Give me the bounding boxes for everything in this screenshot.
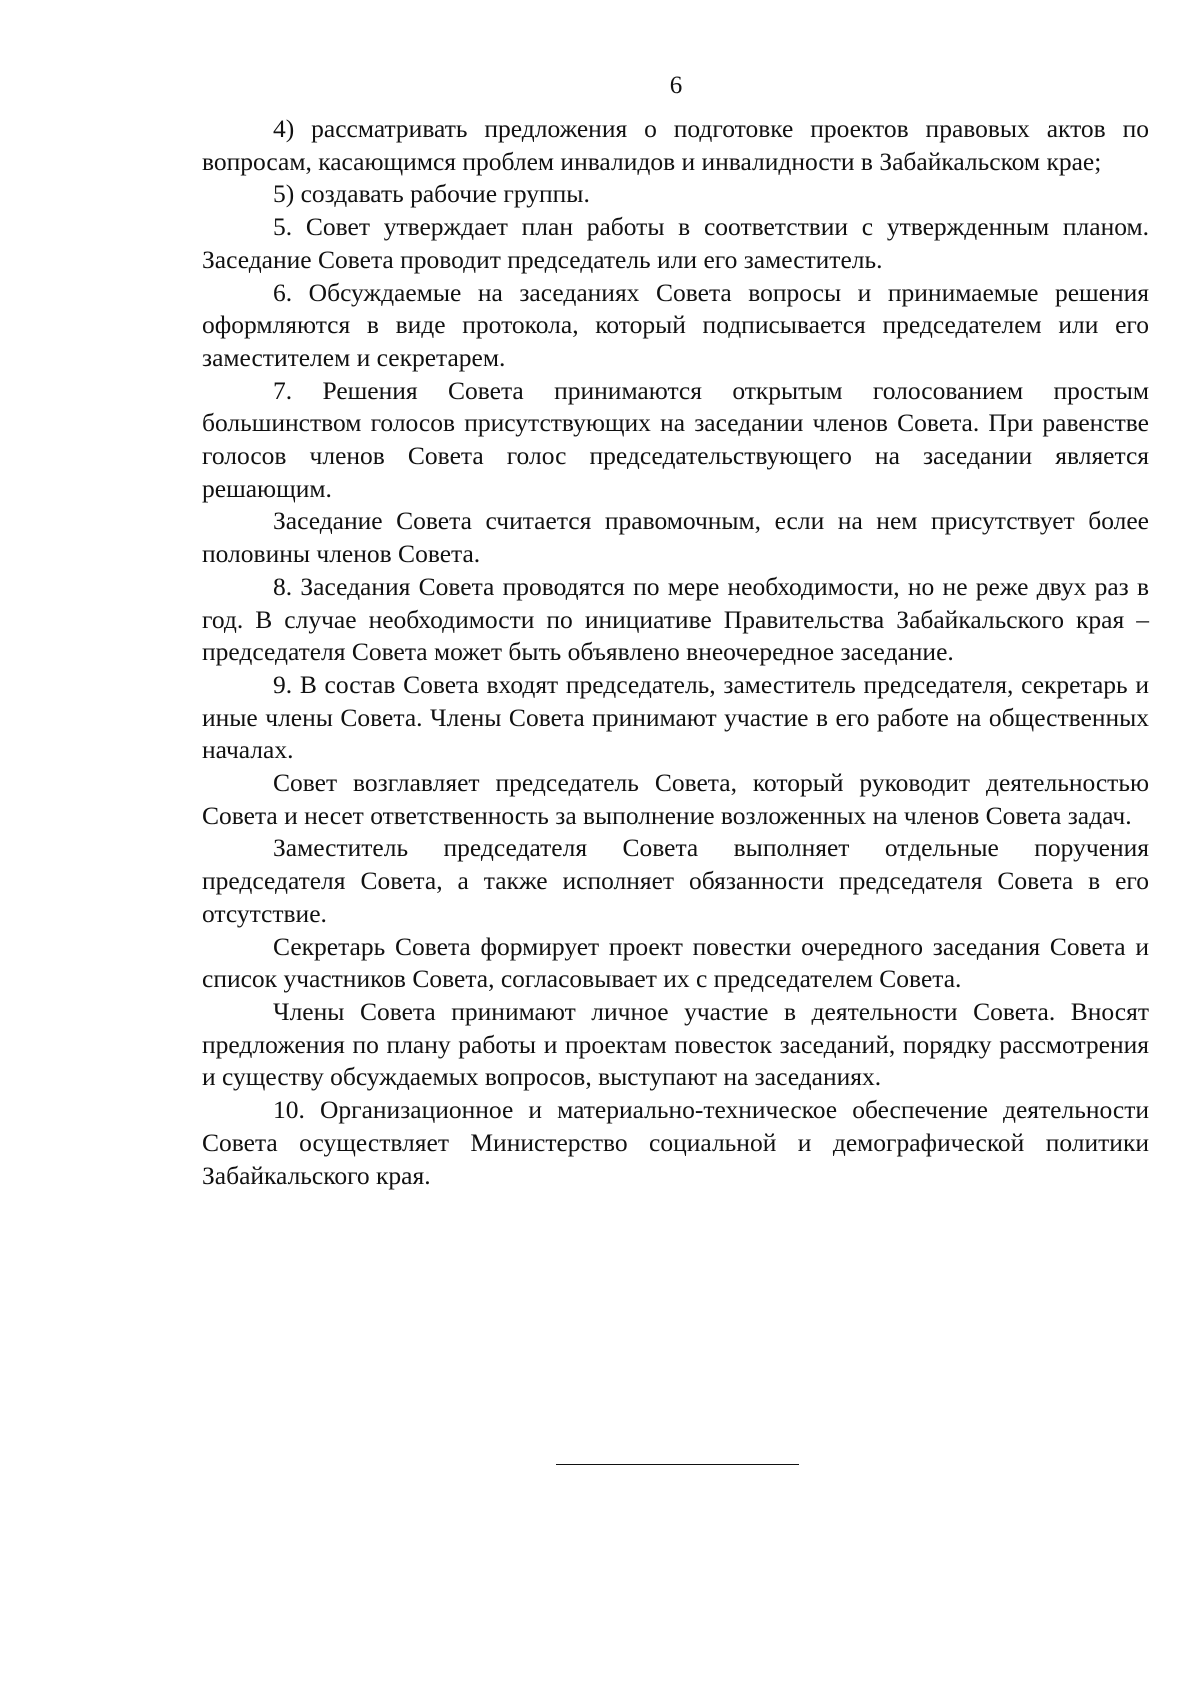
- paragraph-9-secretary: Секретарь Совета формирует проект повестки очередного заседания Совета и список участников Совета, согласовывает их с председателем Совета.: [202, 931, 1149, 994]
- paragraph-8: 8. Заседания Совета проводятся по мере необходимости, но не реже двух раз в год. В случае необходимости по инициативе Правительства Забайкальского края – председателя Совета может быть объявлено внеочередное заседание.: [202, 571, 1149, 667]
- paragraph-9-chair: Совет возглавляет председатель Совета, который руководит деятельностью Совета и несет ответственность за выполнение возложенных на членов Совета задач.: [202, 768, 1149, 830]
- paragraph-item-5: 5) создавать рабочие группы.: [273, 179, 590, 209]
- paragraph-6: 6. Обсуждаемые на заседаниях Совета вопросы и принимаемые решения оформляются в виде протокола, который подписывается председателем или его заместителем и секретарем.: [202, 277, 1149, 372]
- paragraph-10: 10. Организационное и материально-техническое обеспечение деятельности Совета осуществляет Министерство социальной и демографической политики Забайкальского края.: [202, 1095, 1149, 1190]
- page-number: 6: [669, 72, 683, 99]
- document-body: [202, 113, 1149, 1192]
- closing-divider: [556, 1464, 799, 1465]
- paragraph-9-deputy: Заместитель председателя Совета выполняет отдельные поручения председателя Совета, а также исполняет обязанности председателя Совета в его отсутствие.: [202, 833, 1149, 928]
- paragraph-7: 7. Решения Совета принимаются открытым голосованием простым большинством голосов присутствующих на заседании членов Совета. При равенстве голосов членов Совета голос председательствующего на заседании является решающим.: [202, 375, 1149, 503]
- paragraph-9-members: Члены Совета принимают личное участие в деятельности Совета. Вносят предложения по плану работы и проектам повесток заседаний, порядку рассмотрения и существу обсуждаемых вопросов, выступают на заседаниях.: [202, 996, 1149, 1092]
- paragraph-9: 9. В состав Совета входят председатель, заместитель председателя, секретарь и иные члены Совета. Члены Совета принимают участие в его работе на общественных началах.: [202, 669, 1149, 765]
- paragraph-7-quorum: Заседание Совета считается правомочным, если на нем присутствует более половины членов Совета.: [202, 506, 1149, 569]
- paragraph-5: 5. Совет утверждает план работы в соответствии с утвержденным планом. Заседание Совета проводит председатель или его заместитель.: [202, 212, 1149, 274]
- paragraph-item-4: 4) рассматривать предложения о подготовке проектов правовых актов по вопросам, касающимся проблем инвалидов и инвалидности в Забайкальском крае;: [202, 114, 1149, 176]
